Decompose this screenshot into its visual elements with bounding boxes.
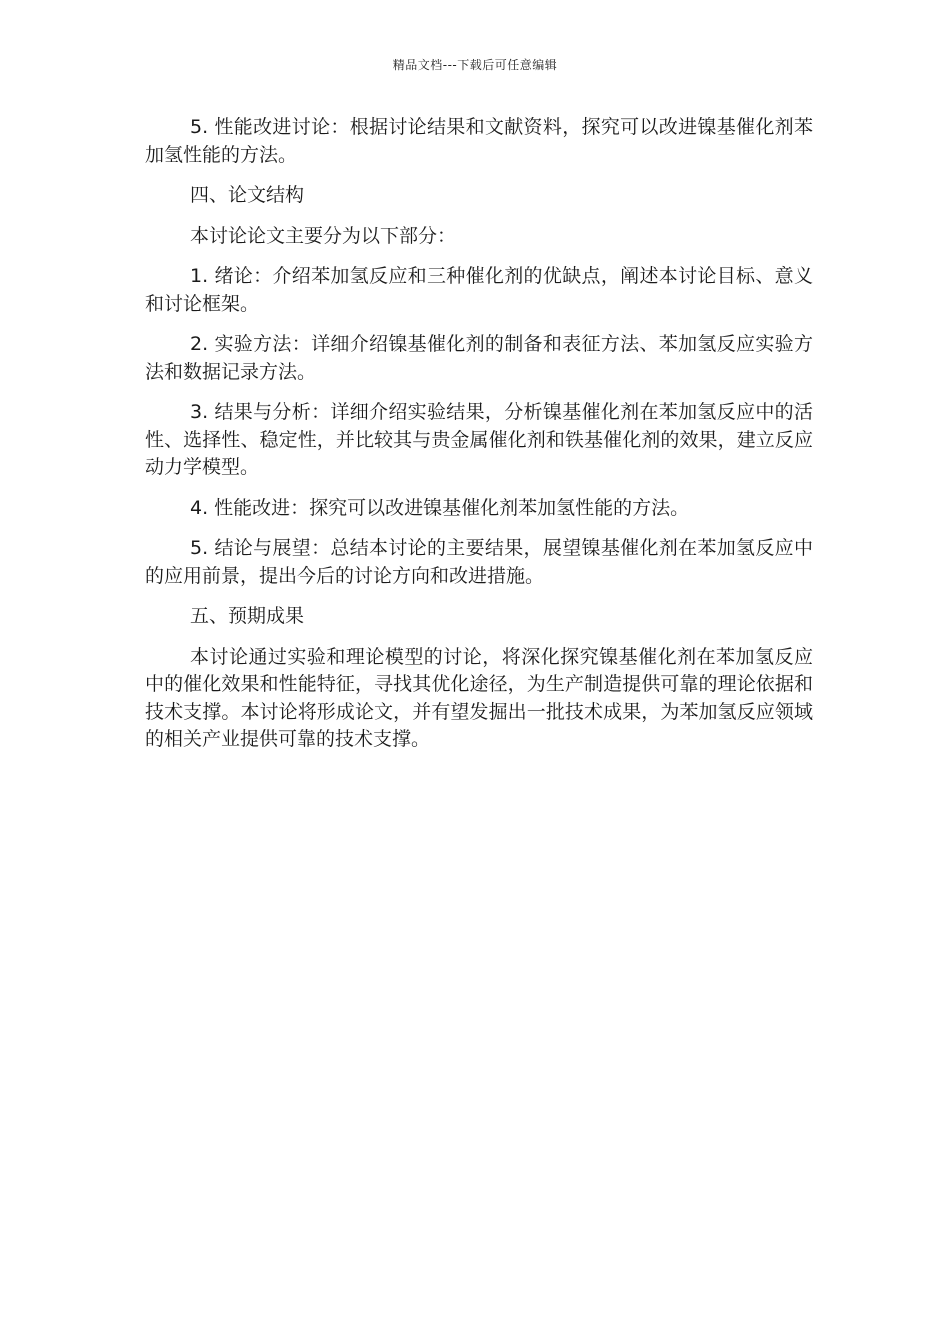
- paragraph-expected-results: 本讨论通过实验和理论模型的讨论，将深化探究镍基催化剂在苯加氢反应中的催化效果和性能特征，寻找其优化途径，为生产制造提供可靠的理论依据和技术支撑。本讨论将形成论文，并有望发掘出一批技术成果，为苯加氢反应领域的相关产业提供可靠的技术支撑。: [145, 645, 813, 750]
- paragraph-methods-chapter: 2. 实验方法：详细介绍镍基催化剂的制备和表征方法、苯加氢反应实验方法和数据记录方法。: [145, 333, 813, 383]
- section-heading-expected-results: 五、预期成果: [190, 605, 305, 627]
- paragraph-performance-improvement-discussion: 5. 性能改进讨论：根据讨论结果和文献资料，探究可以改进镍基催化剂苯加氢性能的方法。: [145, 116, 813, 166]
- paragraph-structure-intro: 本讨论论文主要分为以下部分：: [190, 224, 457, 247]
- section-heading-thesis-structure: 四、论文结构: [190, 184, 305, 206]
- paragraph-performance-chapter: 4. 性能改进：探究可以改进镍基催化剂苯加氢性能的方法。: [190, 496, 690, 519]
- paragraph-conclusion-chapter: 5. 结论与展望：总结本讨论的主要结果，展望镍基催化剂在苯加氢反应中的应用前景，提出今后的讨论方向和改进措施。: [145, 537, 813, 587]
- document-body: [145, 114, 813, 767]
- paragraph-results-chapter: 3. 结果与分析：详细介绍实验结果，分析镍基催化剂在苯加氢反应中的活性、选择性、稳定性，并比较其与贵金属催化剂和铁基催化剂的效果，建立反应动力学模型。: [145, 401, 813, 478]
- paragraph-introduction-chapter: 1. 绪论：介绍苯加氢反应和三种催化剂的优缺点，阐述本讨论目标、意义和讨论框架。: [145, 265, 813, 315]
- page-header: 精品文档---下载后可任意编辑: [392, 58, 558, 72]
